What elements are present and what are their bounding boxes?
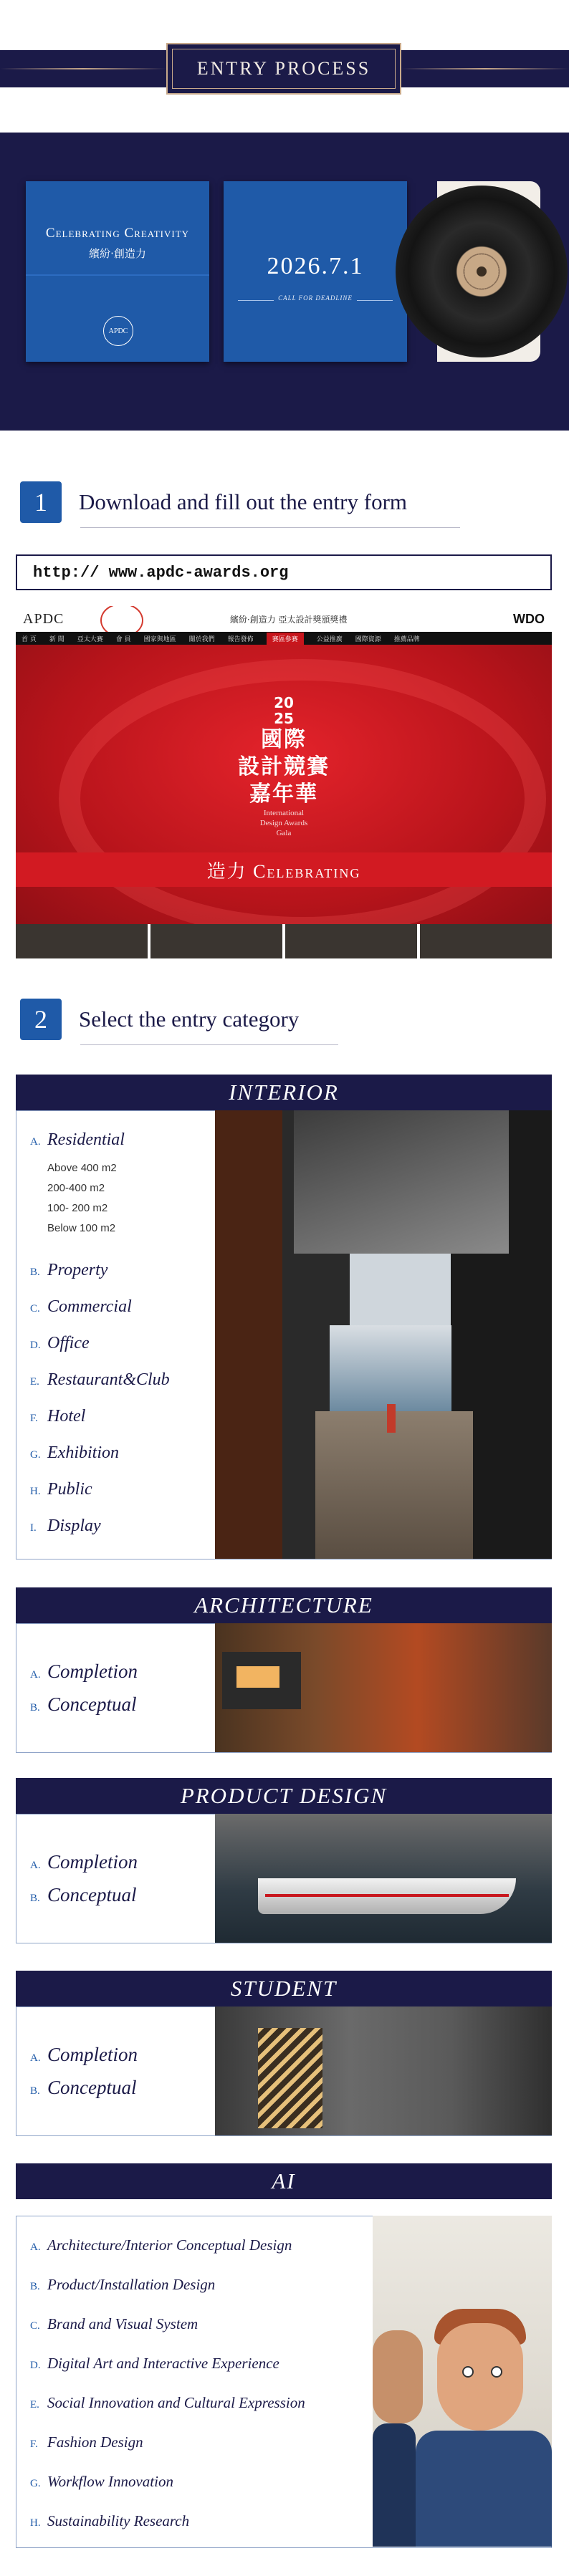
page-title: ENTRY PROCESS bbox=[196, 58, 371, 79]
item-label: Residential bbox=[47, 1130, 125, 1149]
interior-item[interactable] bbox=[30, 1334, 90, 1353]
site-nav-item-active[interactable]: 賽區參賽 bbox=[267, 633, 304, 645]
deadline-card bbox=[224, 181, 407, 362]
site-nav-item[interactable]: 公益推廣 bbox=[316, 635, 343, 643]
gala-en-line-1: International bbox=[263, 809, 305, 817]
deadline-caption: CALL FOR DEADLINE bbox=[274, 294, 357, 302]
item-label: Social Innovation and Cultural Expression bbox=[47, 2394, 305, 2411]
item-label: Property bbox=[47, 1261, 108, 1279]
student-item[interactable] bbox=[30, 2044, 138, 2066]
photo-character-eye bbox=[491, 2366, 502, 2378]
envelope-title: Celebrating Creativity bbox=[45, 226, 190, 241]
photo-character-body bbox=[416, 2431, 552, 2547]
ai-item[interactable] bbox=[30, 2355, 279, 2373]
item-label: Workflow Innovation bbox=[47, 2473, 173, 2490]
thumbnail[interactable] bbox=[420, 924, 552, 958]
header-rule-left bbox=[0, 68, 166, 69]
item-label: Product/Installation Design bbox=[47, 2276, 216, 2293]
item-letter: I. bbox=[30, 1522, 37, 1534]
celebrating-banner: 造力 Celebrating bbox=[16, 852, 552, 887]
gala-title bbox=[16, 695, 552, 838]
item-label: Conceptual bbox=[47, 1693, 137, 1715]
deadline-date: 2026.7.1 bbox=[267, 253, 364, 279]
hero-banner bbox=[0, 133, 569, 431]
interior-item[interactable] bbox=[30, 1480, 92, 1499]
item-letter: C. bbox=[30, 1303, 40, 1315]
interior-item[interactable] bbox=[30, 1517, 101, 1536]
photo-roof bbox=[294, 1110, 509, 1254]
interior-item[interactable] bbox=[30, 1407, 85, 1426]
size-option[interactable]: Above 400 m2 bbox=[47, 1162, 117, 1174]
item-letter: F. bbox=[30, 1413, 38, 1424]
ai-item[interactable] bbox=[30, 2276, 215, 2294]
thumbnail[interactable] bbox=[150, 924, 282, 958]
site-topbar bbox=[16, 606, 552, 632]
item-label: Conceptual bbox=[47, 1884, 137, 1905]
item-label: Sustainability Research bbox=[47, 2512, 190, 2529]
website-url-link[interactable]: http:// www.apdc-awards.org bbox=[16, 554, 552, 590]
size-option[interactable]: 100- 200 m2 bbox=[47, 1202, 108, 1214]
item-label: Conceptual bbox=[47, 2077, 137, 2098]
interior-photo bbox=[215, 1110, 552, 1559]
item-letter: B. bbox=[30, 2281, 40, 2292]
item-label: Architecture/Interior Conceptual Design bbox=[47, 2236, 292, 2254]
photo-character-eye bbox=[462, 2366, 474, 2378]
item-letter: A. bbox=[30, 2052, 41, 2064]
site-chinese-title: 繽紛·創造力 亞太設計獎頒獎禮 bbox=[229, 614, 348, 625]
site-nav-item[interactable]: 亞太大賽 bbox=[77, 635, 103, 643]
envelope-chinese-title: 繽紛·創造力 bbox=[89, 247, 146, 260]
product-item[interactable] bbox=[30, 1884, 136, 1906]
item-letter: C. bbox=[30, 2320, 40, 2332]
item-label: Public bbox=[47, 1480, 92, 1499]
interior-item[interactable] bbox=[30, 1261, 107, 1280]
vinyl-hole bbox=[477, 266, 487, 277]
step-2 bbox=[20, 999, 299, 1040]
site-nav-item[interactable]: 關於我們 bbox=[188, 635, 215, 643]
interior-item[interactable] bbox=[30, 1130, 125, 1150]
vinyl-record-icon bbox=[396, 186, 568, 357]
product-item[interactable] bbox=[30, 1851, 138, 1873]
item-letter: D. bbox=[30, 2360, 41, 2371]
architecture-item[interactable] bbox=[30, 1693, 136, 1716]
photo-character-back-body bbox=[373, 2423, 416, 2547]
item-label: Completion bbox=[47, 1661, 138, 1682]
site-wdo-logo: WDO bbox=[513, 611, 545, 626]
photo-figure bbox=[387, 1404, 396, 1433]
gala-title-line-3: 嘉年華 bbox=[249, 782, 318, 807]
site-nav-item[interactable]: 報告發佈 bbox=[227, 635, 254, 643]
item-label: Exhibition bbox=[47, 1443, 119, 1462]
ai-photo bbox=[373, 2216, 552, 2547]
item-letter: G. bbox=[30, 1449, 41, 1461]
website-screenshot bbox=[16, 606, 552, 958]
site-logo: APDC bbox=[23, 610, 64, 627]
item-label: Fashion Design bbox=[47, 2433, 143, 2451]
item-label: Commercial bbox=[47, 1297, 132, 1316]
ai-item[interactable] bbox=[30, 2236, 292, 2254]
item-letter: E. bbox=[30, 2399, 39, 2411]
step-2-underline bbox=[80, 1044, 338, 1045]
ai-item[interactable] bbox=[30, 2394, 305, 2412]
site-nav-item[interactable]: 國際資源 bbox=[355, 635, 381, 643]
envelope-flap bbox=[26, 274, 209, 276]
item-letter: B. bbox=[30, 2085, 40, 2097]
item-label: Display bbox=[47, 1517, 101, 1535]
header-title-frame bbox=[166, 43, 401, 95]
item-letter: D. bbox=[30, 1340, 41, 1351]
step-1-label: Download and fill out the entry form bbox=[79, 489, 408, 514]
gala-title-line-2: 設計競賽 bbox=[238, 754, 330, 779]
ai-item[interactable] bbox=[30, 2473, 173, 2491]
item-label: Digital Art and Interactive Experience bbox=[47, 2355, 279, 2372]
architecture-item[interactable] bbox=[30, 1661, 138, 1683]
item-label: Office bbox=[47, 1334, 90, 1352]
step-1-underline bbox=[80, 527, 460, 528]
item-letter: H. bbox=[30, 1486, 41, 1497]
item-letter: B. bbox=[30, 1702, 40, 1714]
ai-item[interactable] bbox=[30, 2315, 198, 2333]
photo-deck bbox=[315, 1411, 473, 1559]
item-letter: A. bbox=[30, 1860, 41, 1871]
site-nav-item[interactable]: 國家與地區 bbox=[143, 635, 176, 643]
site-thumbnails bbox=[16, 924, 552, 958]
photo-staircase bbox=[258, 2028, 322, 2128]
ai-item[interactable] bbox=[30, 2433, 143, 2451]
item-letter: F. bbox=[30, 2438, 38, 2450]
item-label: Hotel bbox=[47, 1407, 86, 1426]
header-rule-right bbox=[401, 68, 569, 69]
student-heading: STUDENT bbox=[16, 1971, 552, 2007]
item-letter: A. bbox=[30, 1669, 41, 1681]
gala-title-line-1: 國際 bbox=[261, 727, 307, 752]
interior-item[interactable] bbox=[30, 1370, 170, 1390]
ai-heading: AI bbox=[16, 2163, 552, 2199]
site-nav-item[interactable]: 會 員 bbox=[115, 635, 131, 643]
step-1 bbox=[20, 481, 407, 523]
architecture-photo bbox=[215, 1623, 552, 1752]
interior-item[interactable] bbox=[30, 1297, 132, 1317]
item-label: Restaurant&Club bbox=[47, 1370, 170, 1389]
gala-year-bottom: 25 bbox=[274, 710, 294, 727]
step-1-number: 1 bbox=[20, 481, 62, 523]
ai-item[interactable] bbox=[30, 2512, 189, 2530]
gala-en-line-2: Design Awards bbox=[259, 819, 308, 827]
item-letter: A. bbox=[30, 1136, 41, 1148]
product-photo bbox=[215, 1814, 552, 1943]
item-letter: H. bbox=[30, 2517, 41, 2529]
item-letter: E. bbox=[30, 1376, 39, 1388]
gala-en-line-3: Gala bbox=[276, 829, 292, 837]
architecture-heading: ARCHITECTURE bbox=[16, 1587, 552, 1623]
thumbnail[interactable] bbox=[285, 924, 417, 958]
photo-character-back bbox=[373, 2330, 423, 2423]
product-design-heading: PRODUCT DESIGN bbox=[16, 1778, 552, 1814]
site-nav-item[interactable]: 推薦品牌 bbox=[393, 635, 420, 643]
gala-year-top: 20 bbox=[274, 694, 294, 711]
site-nav-item[interactable]: 首 頁 bbox=[21, 635, 37, 643]
photo-character-face bbox=[437, 2323, 523, 2431]
photo-window bbox=[236, 1666, 279, 1688]
size-option[interactable]: Below 100 m2 bbox=[47, 1222, 116, 1234]
site-nav bbox=[16, 632, 552, 645]
item-label: Completion bbox=[47, 2044, 138, 2065]
item-letter: B. bbox=[30, 1893, 40, 1904]
apdc-seal-icon: APDC bbox=[103, 316, 133, 346]
photo-boat-stripe bbox=[265, 1894, 509, 1897]
interior-item[interactable] bbox=[30, 1443, 119, 1463]
thumbnail[interactable] bbox=[16, 924, 148, 958]
photo-sky bbox=[330, 1325, 451, 1411]
entry-process-header bbox=[0, 0, 569, 143]
item-label: Completion bbox=[47, 1851, 138, 1873]
item-label: Brand and Visual System bbox=[47, 2315, 199, 2332]
size-option[interactable]: 200-400 m2 bbox=[47, 1182, 105, 1194]
student-photo bbox=[215, 2007, 552, 2135]
interior-heading: INTERIOR bbox=[16, 1075, 552, 1110]
item-letter: B. bbox=[30, 1267, 40, 1278]
site-nav-item[interactable]: 新 聞 bbox=[49, 635, 64, 643]
item-letter: A. bbox=[30, 2241, 41, 2253]
item-letter: G. bbox=[30, 2478, 41, 2489]
step-2-label: Select the entry category bbox=[79, 1006, 300, 1032]
invitation-envelope bbox=[26, 181, 209, 362]
student-item[interactable] bbox=[30, 2077, 136, 2099]
step-2-number: 2 bbox=[20, 999, 62, 1040]
